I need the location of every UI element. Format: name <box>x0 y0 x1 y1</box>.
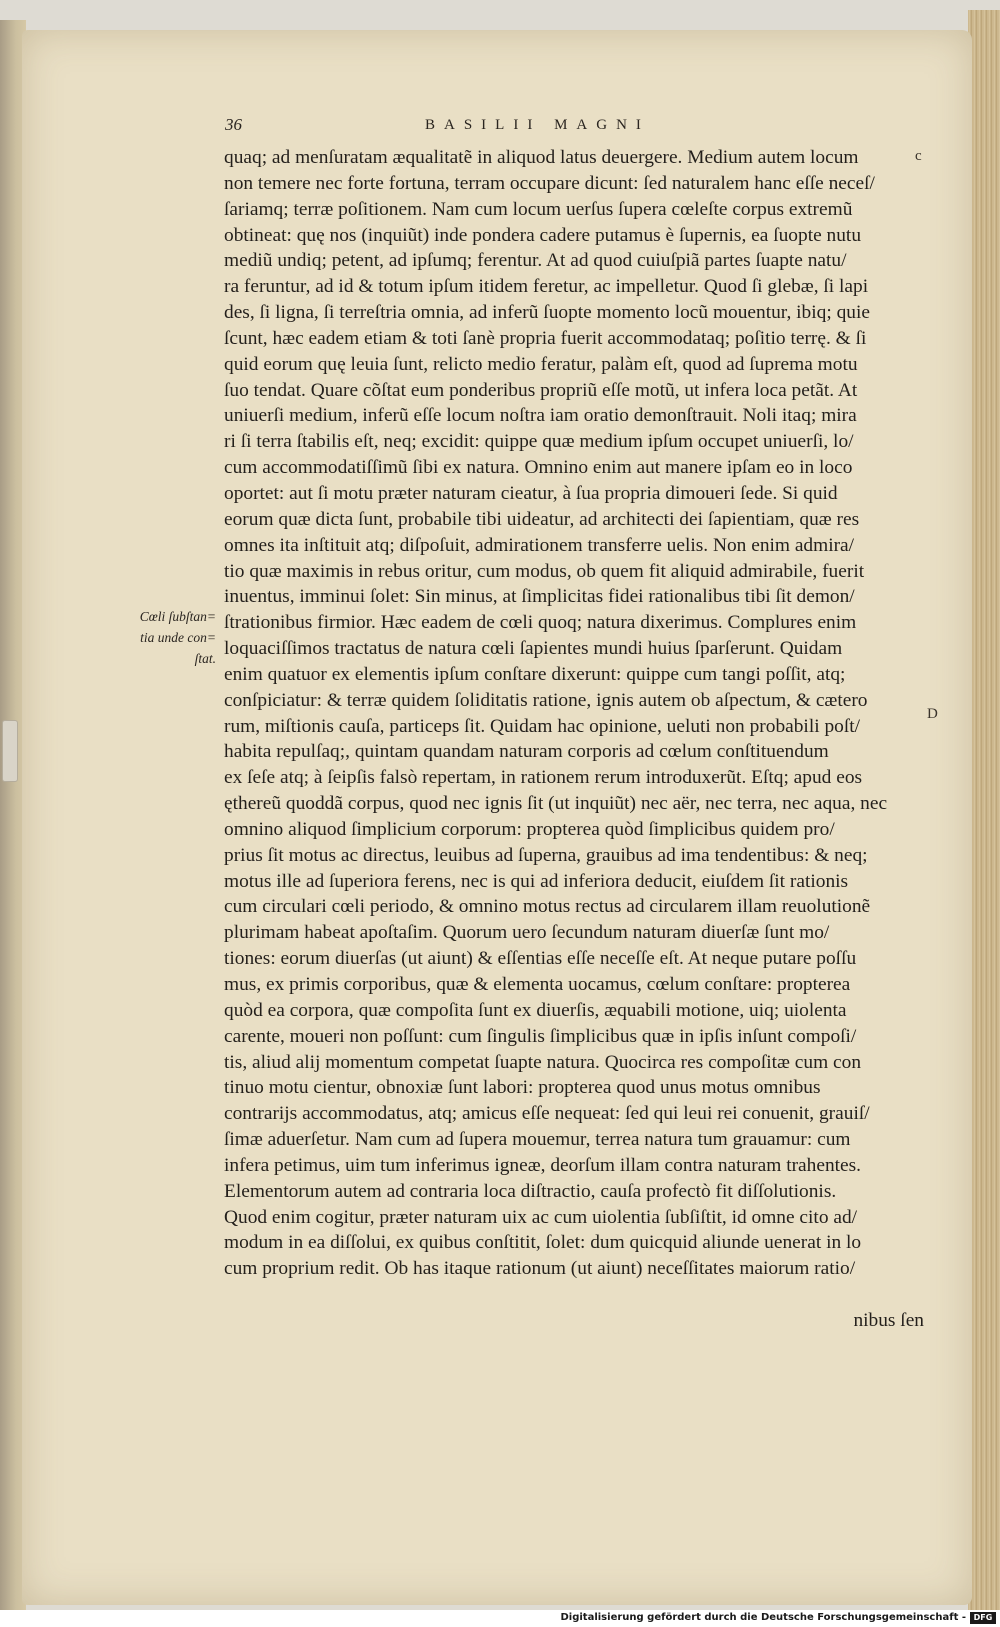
text-line: quòd ea corpora, quæ compoſita ſunt ex diuerſis, æquabili motione, uiq; uiolenta <box>224 999 847 1021</box>
text-line: omnes ita inſtituit atq; diſpoſuit, admirationem transferre uelis. Non enim admira/ <box>224 534 855 556</box>
text-line: oportet: aut ſi motu præter naturam cieatur, à ſua propria dimoueri ſede. Si quid <box>224 482 838 504</box>
text-line: prius ſit motus ac directus, leuibus ad ſuperna, grauibus ad ima tendentibus: & neq; <box>224 844 868 866</box>
text-line: ſtrationibus firmior. Hæc eadem de cœli quoq; natura dixerimus. Complures enim <box>224 612 857 634</box>
text-line: ra feruntur, ad id & totum ipſum itidem feretur, ac impelletur. Quod ſi glebæ, ſi lapi <box>224 276 869 298</box>
running-head <box>225 115 770 139</box>
page-number: 36 <box>225 115 242 134</box>
text-line: uniuerſi medium, inferũ eſſe locum noſtra iam oratio demonſtrauit. Noli itaq; mira <box>224 405 857 427</box>
text-line: inuentus, imminui ſolet: Sin minus, at ſimplicitas fidei rationalibus tibi ſit demon/ <box>224 586 855 608</box>
text-line: eorum quæ dicta ſunt, probabile tibi uideatur, ad architecti dei ſapientiam, quæ res <box>224 508 860 530</box>
text-line: cum accommodatiſſimũ ſibi ex natura. Omnino enim aut manere ipſam eo in loco <box>224 457 853 479</box>
text-line: ex ſeſe atq; à ſeipſis falsò repertam, in rationem rerum introduxerũt. Eſtq; apud eos <box>224 767 863 789</box>
text-line: mediũ undiq; petent, ad ipſumq; ferentur. At ad quod cuiuſpiã partes ſuapte natu/ <box>224 250 847 272</box>
text-line: ſimæ aduerſetur. Nam cum ad ſupera mouemur, terrea natura tum grauamur: cum <box>224 1129 851 1151</box>
section-letter-d: D <box>927 706 938 722</box>
text-line: mus, ex primis corporibus, quæ & elementa uocamus, cœlum conſtare: propterea <box>224 974 851 995</box>
marginal-note-line: tia unde con= <box>140 630 216 645</box>
marginal-note <box>118 606 216 669</box>
text-line: non temere nec forte fortuna, terram occupare dicunt: ſed naturalem hanc eſſe neceſ/ <box>224 172 875 194</box>
page-edge-right <box>968 10 1000 1610</box>
text-line: loquaciſſimos tractatus de natura cœli ſapientes mundi huius ſparſerunt. Quidam <box>224 638 843 660</box>
text-line: carente, moueri non poſſunt: cum ſingulis ſimplicibus quæ in ipſis inſunt compoſi/ <box>224 1025 857 1047</box>
running-head-title: BASILII MAGNI <box>425 117 650 133</box>
catchword: nibus ſen <box>853 1309 924 1331</box>
text-line: tinuo motu cientur, obnoxiæ ſunt labori: propterea quod unus motus omnibus <box>224 1077 821 1099</box>
text-line: Quod enim cogitur, præter naturam uix ac cum uiolentia ſubſiſtit, id omne cito ad/ <box>224 1206 858 1228</box>
text-line: ſcunt, hæc eadem etiam & toti ſanè propria fuerit accommodataq; poſitio terrę. & ſi <box>224 327 867 349</box>
text-line: ri ſi terra ſtabilis eſt, neq; excidit: quippe quæ medium ipſum occupet uniuerſi, lo/ <box>224 431 854 453</box>
text-line: cum proprium redit. Ob has itaque rationum (ut aiunt) neceſſitates maiorum ratio/ <box>224 1258 856 1280</box>
text-line: omnino aliquod ſimplicium corporum: propterea quòd ſimplicibus quidem pro/ <box>224 818 835 840</box>
text-line: ſuo tendat. Quare cõſtat eum ponderibus propriũ eſſe motũ, ut infera loca petãt. At <box>224 379 858 401</box>
text-line: obtineat: quę nos (inquiũt) inde pondera cadere putamus è ſupernis, ea ſuopte nutu <box>224 224 862 246</box>
text-line: Elementorum autem ad contraria loca diſtractio, cauſa profectò fit diſſolutionis. <box>224 1180 837 1202</box>
funding-credit: Digitalisierung gefördert durch die Deutsche Forschungsgemeinschaft - <box>560 1612 966 1623</box>
text-line: des, ſi ligna, ſi terreſtria omnia, ad inferũ ſuopte momento locũ mouentur, ibiq; quie <box>224 302 870 324</box>
text-line: tiones: eorum diuerſas (ut aiunt) & eſſentias eſſe neceſſe eſt. At neque putare poſſu <box>224 948 857 970</box>
marginal-note-line: ſtat. <box>194 651 216 666</box>
marginal-note-line: Cœli ſubſtan= <box>139 609 216 624</box>
text-line: habita repulſaq;, quintam quandam naturam corporis ad cœlum conſtituendum <box>224 741 829 763</box>
text-line <box>224 1282 924 1308</box>
text-line: tis, aliud alij momentum competat ſuapte natura. Quocirca res compoſitæ cum con <box>224 1051 862 1073</box>
text-line: cum circulari cœli periodo, & omnino motus rectus ad circularem illam reuolutionẽ <box>224 896 871 918</box>
footer-bar <box>0 1610 1000 1627</box>
text-line: quid eorum quę leuia ſunt, relicto medio feratur, palàm eſt, quod ad ſuprema motu <box>224 353 858 375</box>
text-line: ſariamq; terræ poſitionem. Nam cum locum uerſus ſupera cœleſte corpus extremũ <box>224 198 853 220</box>
text-line: contrarijs accommodatus, atq; amicus eſſe nequeat: ſed qui leui rei conuenit, grauiſ/ <box>224 1103 870 1125</box>
text-line: enim quatuor ex elementis ipſum conſtare dixerunt: quippe cum tangi poſſit, atq; <box>224 663 846 685</box>
text-line: quaq; ad menſuratam æqualitatẽ in aliquod latus deuergere. Medium autem locum <box>224 147 859 168</box>
text-line: conſpiciatur: & terræ quidem ſoliditatis ratione, ignis autem ob aſpectum, & cætero <box>224 689 868 711</box>
body-text <box>224 145 924 1334</box>
text-line: rum, miſtionis cauſa, particeps ſit. Quidam hac opinione, ueluti non probabili poſt/ <box>224 715 860 737</box>
book-clip <box>2 720 18 782</box>
text-line: plurimam habeat apoſtaſim. Quorum uero ſecundum naturam diuerſæ ſunt mo/ <box>224 922 830 944</box>
text-line: modum in ea diſſolui, ex quibus conſtitit, ſolet: dum quicquid aliunde uenerat in lo <box>224 1232 862 1254</box>
text-line: ęthereũ quoddã corpus, quod nec ignis ſit (ut inquiũt) nec aër, nec terra, nec aqua, nec <box>224 793 888 815</box>
dfg-logo: DFG <box>970 1612 996 1624</box>
text-line: motus ille ad ſuperiora ferens, nec is qui ad inferiora deducit, eiuſdem ſit rationis <box>224 870 849 892</box>
text-line: infera petimus, uim tum inferimus igneæ, deorſum illam contra naturam trahentes. <box>224 1154 862 1176</box>
text-line: tio quæ maximis in rebus oritur, cum modus, ob quem fit aliquid admirabile, fuerit <box>224 560 865 582</box>
section-letter-c: c <box>915 148 922 164</box>
